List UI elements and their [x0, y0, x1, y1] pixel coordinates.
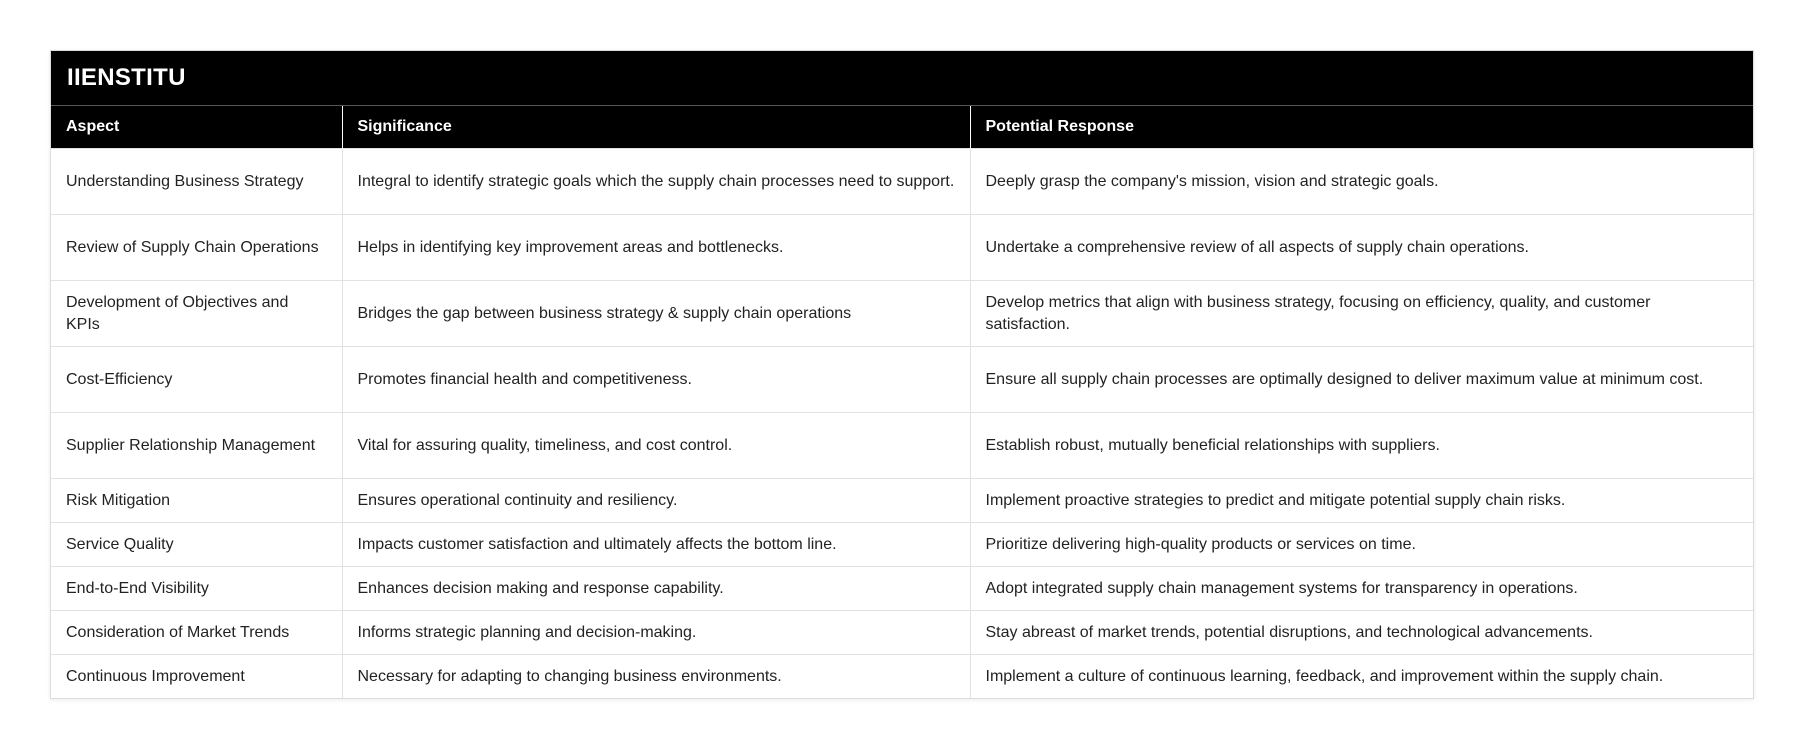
- significance-cell: Enhances decision making and response capability.: [342, 567, 970, 611]
- aspect-cell: Cost-Efficiency: [51, 347, 342, 413]
- table-row: [51, 611, 1753, 655]
- aspect-cell: Consideration of Market Trends: [51, 611, 342, 655]
- significance-cell: Helps in identifying key improvement areas and bottlenecks.: [342, 215, 970, 281]
- response-cell: Prioritize delivering high-quality products or services on time.: [970, 523, 1753, 567]
- column-header-aspect: Aspect: [51, 106, 342, 149]
- response-cell: Develop metrics that align with business strategy, focusing on efficiency, quality, and customer satisfaction.: [970, 281, 1753, 347]
- aspect-cell: Continuous Improvement: [51, 655, 342, 699]
- significance-cell: Necessary for adapting to changing business environments.: [342, 655, 970, 699]
- significance-cell: Vital for assuring quality, timeliness, and cost control.: [342, 413, 970, 479]
- response-cell: Implement a culture of continuous learning, feedback, and improvement within the supply chain.: [970, 655, 1753, 699]
- aspect-cell: Supplier Relationship Management: [51, 413, 342, 479]
- aspect-cell: Development of Objectives and KPIs: [51, 281, 342, 347]
- significance-cell: Promotes financial health and competitiveness.: [342, 347, 970, 413]
- response-cell: Deeply grasp the company's mission, vision and strategic goals.: [970, 149, 1753, 215]
- table-row: [51, 347, 1753, 413]
- table-row: [51, 149, 1753, 215]
- table-header-row: [51, 106, 1753, 149]
- table-row: [51, 479, 1753, 523]
- table-row: [51, 655, 1753, 699]
- aspect-cell: Service Quality: [51, 523, 342, 567]
- table-row: [51, 567, 1753, 611]
- response-cell: Stay abreast of market trends, potential disruptions, and technological advancements.: [970, 611, 1753, 655]
- significance-cell: Informs strategic planning and decision-making.: [342, 611, 970, 655]
- significance-cell: Integral to identify strategic goals which the supply chain processes need to support.: [342, 149, 970, 215]
- aspect-cell: Understanding Business Strategy: [51, 149, 342, 215]
- response-cell: Ensure all supply chain processes are optimally designed to deliver maximum value at minimum cost.: [970, 347, 1753, 413]
- response-cell: Undertake a comprehensive review of all aspects of supply chain operations.: [970, 215, 1753, 281]
- column-header-potential-response: Potential Response: [970, 106, 1753, 149]
- aspect-cell: Risk Mitigation: [51, 479, 342, 523]
- content-table-container: [50, 50, 1754, 699]
- significance-cell: Impacts customer satisfaction and ultimately affects the bottom line.: [342, 523, 970, 567]
- table-row: [51, 281, 1753, 347]
- response-cell: Implement proactive strategies to predict and mitigate potential supply chain risks.: [970, 479, 1753, 523]
- table-row: [51, 215, 1753, 281]
- response-cell: Establish robust, mutually beneficial relationships with suppliers.: [970, 413, 1753, 479]
- brand-title: IIENSTITU: [51, 51, 1753, 105]
- significance-cell: Ensures operational continuity and resiliency.: [342, 479, 970, 523]
- aspect-cell: End-to-End Visibility: [51, 567, 342, 611]
- table-row: [51, 413, 1753, 479]
- significance-cell: Bridges the gap between business strategy & supply chain operations: [342, 281, 970, 347]
- aspect-cell: Review of Supply Chain Operations: [51, 215, 342, 281]
- column-header-significance: Significance: [342, 106, 970, 149]
- table-row: [51, 523, 1753, 567]
- aspects-table: [51, 105, 1753, 698]
- response-cell: Adopt integrated supply chain management systems for transparency in operations.: [970, 567, 1753, 611]
